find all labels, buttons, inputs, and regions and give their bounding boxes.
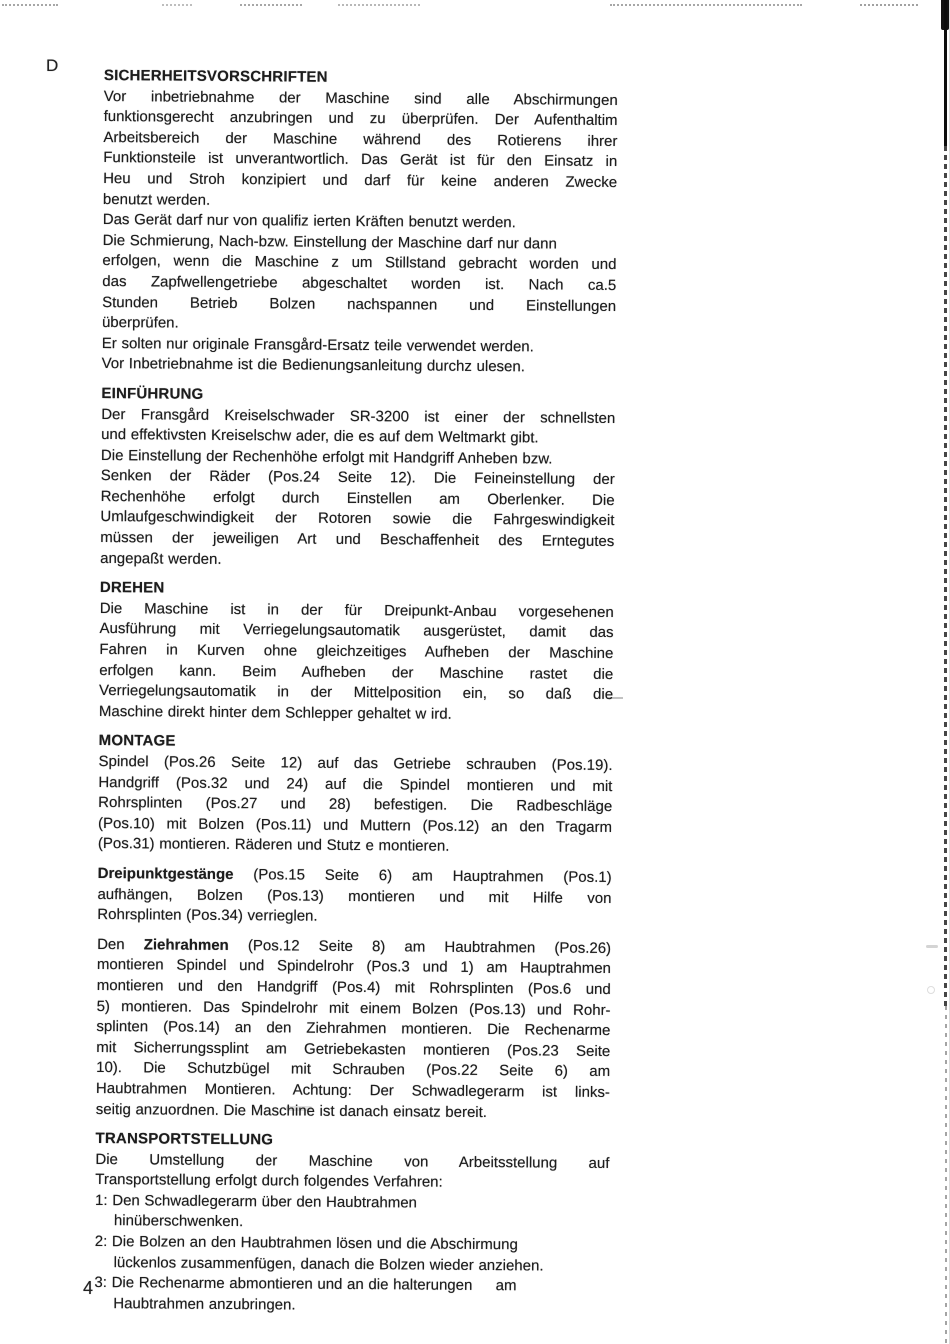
text-line: Senken der Räder (Pos.24 Seite 12). Die Feineinstellung der [100, 467, 615, 489]
section [94, 1129, 609, 1318]
text-line: Umlaufgeschwindigkeit der Rotoren sowie die Fahrgeswindigkeit [100, 508, 615, 530]
document-sections [94, 66, 618, 1327]
section [96, 731, 613, 1124]
text-line: Die Maschine ist in der für Dreipunkt-Anbau vorgesehenen [99, 599, 614, 621]
text-line: Fahren in Kurven ohne gleichzeitiges Aufheben der Maschine [99, 641, 614, 663]
text-line: Dreipunktgestänge (Pos.15 Seite 6) am Hauptrahmen (Pos.1) [97, 864, 612, 886]
text-line: hinüberschwenken. [113, 1212, 244, 1231]
text-line: Den Ziehrahmen (Pos.12 Seite 8) am Haubtrahmen (Pos.26) [97, 935, 612, 957]
text-line: müssen der jeweiligen Art und Beschaffenheit des Erntegutes [100, 529, 615, 551]
scan-artifact-right-edge [944, 146, 947, 1006]
text-line: splinten (Pos.14) an den Ziehrahmen montieren. Die Rechenarme [96, 1018, 611, 1040]
paragraph [94, 1150, 609, 1319]
text-line: Stunden Betrieb Bolzen nachspannen und Einstellungen [102, 293, 617, 315]
text-line: Er solten nur originale Fransgård-Ersatz teile verwendet werden. [101, 334, 534, 356]
section [102, 66, 618, 379]
text-line: überprüfen. [101, 314, 179, 332]
section-heading: DREHEN [99, 579, 165, 597]
text-line: funktionsgerecht anzubringen und zu überprüfen. Der Aufenthaltim [103, 108, 618, 130]
text-line: lückenlos zusammenfügen, danach die Bolzen wieder anziehen. [113, 1253, 544, 1275]
text-line: (Pos.10) mit Bolzen (Pos.11) und Muttern (Pos.12) an den Tragarm [97, 814, 613, 836]
text-line: Haubtrahmen anzubringen. [113, 1294, 296, 1314]
text-line: Transportstellung erfolgt durch folgendes Verfahren: [95, 1171, 443, 1191]
text-line: Das Gerät darf nur von qualifiz ierten Kräften benutzt werden. [102, 211, 516, 232]
section-heading: EINFÜHRUNG [101, 384, 204, 403]
text-line: und effektivsten Kreiselschw ader, die es auf dem Weltmarkt gibt. [101, 426, 539, 447]
text-line: das Zapfwellengetriebe abgeschaltet worden ist. Nach ca.5 [102, 272, 617, 294]
text-line: 5) montieren. Das Spindelrohr mit einem Bolzen (Pos.13) und Rohr- [96, 997, 611, 1019]
text-line: Der Fransgård Kreiselschwader SR-3200 ist einer der schnellsten [101, 405, 616, 427]
scan-artifact-right-edge [944, 0, 947, 146]
text-line: (Pos.31) montieren. Räderen und Stutz e montieren. [97, 835, 450, 856]
text-line: erfolgen, wenn die Maschine z um Stillstand gebracht worden und [102, 252, 617, 274]
text-line: 1: Den Schwadlegerarm über den Haubtrahmen [95, 1191, 418, 1212]
paragraph [98, 752, 613, 859]
paragraph [97, 864, 611, 930]
text-line: Die Einstellung der Rechenhöhe erfolgt mit Handgriff Anheben bzw. [100, 446, 553, 468]
scan-artifact-top-dots [162, 4, 192, 6]
section-heading: TRANSPORTSTELLUNG [95, 1130, 274, 1149]
text-line: angepaßt werden. [100, 549, 222, 568]
text-line: Rohrsplinten (Pos.34) verrieglen. [97, 906, 318, 925]
text-line: Haubtrahmen Montieren. Achtung: Der Schwadlegerarm ist links- [95, 1079, 611, 1101]
text-line: Ausführung mit Verriegelungsautomatik ausgerüstet, damit das [99, 620, 614, 642]
country-code-marker: D [46, 56, 59, 75]
section [100, 384, 615, 573]
text-line: Die Umstellung der Maschine von Arbeitsstellung auf [95, 1150, 610, 1172]
text-line: Rechenhöhe erfolgt durch Einstellen am Oberlenker. Die [100, 487, 615, 509]
scan-artifact-right-edge [945, 1006, 947, 1344]
text-line: Spindel (Pos.26 Seite 12) auf das Getriebe schrauben (Pos.19). [98, 752, 613, 775]
scan-artifact-top-dots [860, 4, 918, 6]
text-line: erfolgen kann. Beim Aufheben der Maschine rastet die [99, 661, 614, 683]
text-line: 2: Die Bolzen an den Haubtrahmen lösen und die Abschirmung [94, 1233, 518, 1254]
scan-artifact-speck [927, 986, 935, 994]
text-line: 3: Die Rechenarme abmontieren und an die halterungen am [94, 1274, 517, 1295]
text-line: Vor Inbetriebnahme ist die Bedienungsanleitung durchz ulesen. [101, 355, 526, 376]
paragraph [100, 404, 615, 573]
text-line: Heu und Stroh konzipiert und darf für keine anderen Zwecke [103, 169, 618, 192]
page-number: 4 [83, 1278, 94, 1298]
text-line: montieren und den Handgriff (Pos.4) mit Rohrsplinten (Pos.6 und [96, 976, 611, 998]
text-line: seitig anzuordnen. Die Maschine ist danach einsatz bereit. [95, 1100, 488, 1121]
text-line: aufhängen, Bolzen (Pos.13) montieren und mit Hilfe von [97, 885, 612, 907]
text-line: 10). Die Schutzbügel mit Schrauben (Pos.22 Seite 6) am [96, 1059, 611, 1081]
scan-artifact-top-dots [240, 4, 302, 6]
paragraph [96, 935, 611, 1124]
paragraph [99, 599, 614, 727]
text-line: Vor inbetriebnahme der Maschine sind alle Abschirmungen [103, 87, 618, 109]
text-line: Maschine direkt hinter dem Schlepper gehaltet w ird. [98, 702, 452, 723]
text-line: Arbeitsbereich der Maschine während des Rotierens ihrer [103, 128, 618, 150]
scan-artifact-top-dots [2, 4, 58, 6]
section-heading: SICHERHEITSVORSCHRIFTEN [103, 66, 328, 86]
text-line: Rohrsplinten (Pos.27 und 28) befestigen. Die Radbeschläge [98, 794, 613, 816]
text-line: montieren Spindel und Spindelrohr (Pos.3 und 1) am Hauptrahmen [96, 956, 611, 978]
text-line: benutzt werden. [102, 190, 211, 209]
scan-artifact-top-dots [610, 4, 802, 6]
text-line: Handgriff (Pos.32 und 24) auf die Spindel montieren und mit [98, 773, 613, 795]
section [99, 578, 614, 726]
text-line: Verriegelungsautomatik in der Mittelposition ein, so daß die [99, 682, 614, 704]
section-heading: MONTAGE [98, 732, 176, 750]
paragraph [102, 87, 618, 379]
scan-artifact-top-dots [338, 4, 420, 6]
text-line: Die Schmierung, Nach-bzw. Einstellung der Maschine darf nur dann [102, 231, 557, 253]
text-line: Funktionsteile ist unverantwortlich. Das Gerät ist für den Einsatz in [103, 149, 618, 171]
text-line: mit Sicherrungssplint am Getriebekasten montieren (Pos.23 Seite [96, 1038, 611, 1060]
scan-artifact-speck [926, 945, 938, 948]
